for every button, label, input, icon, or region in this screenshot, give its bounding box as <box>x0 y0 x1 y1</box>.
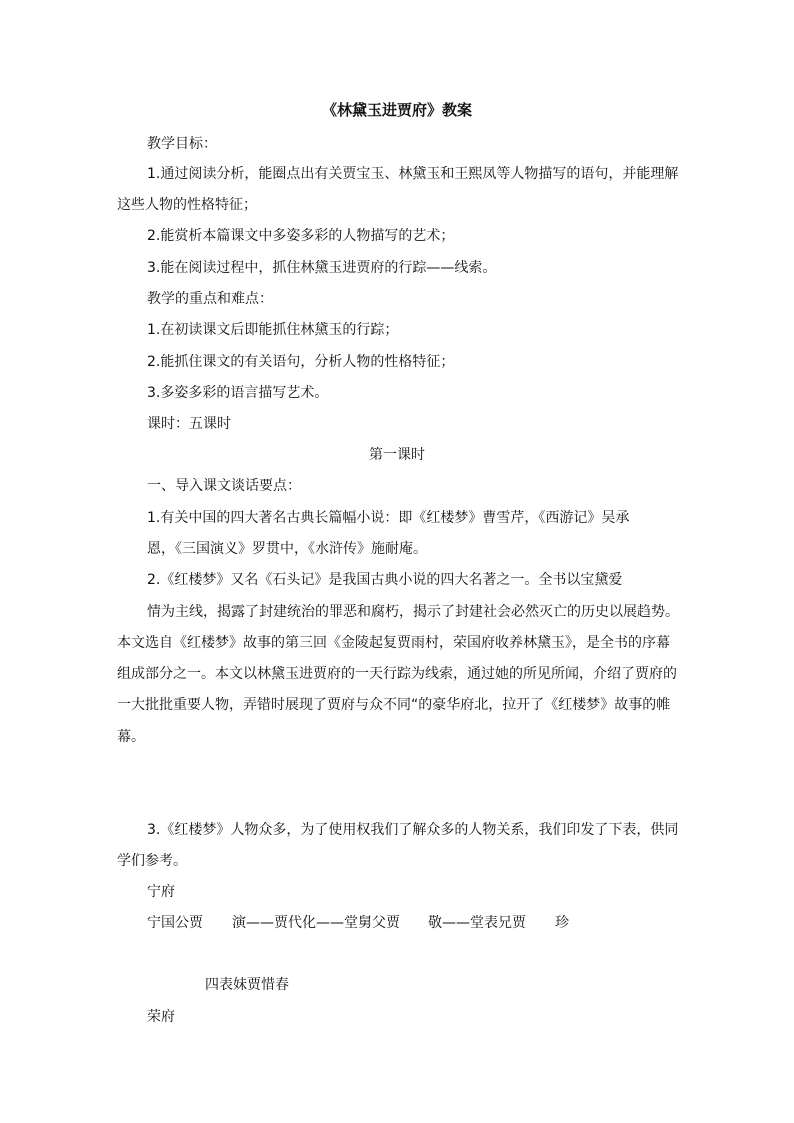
paragraph-line: 3.《红楼梦》人物众多，为了使用权我们了解众多的人物关系，我们印发了下表，供同 <box>147 822 679 838</box>
paragraph-line: 一大批批重要人物，弄错时展现了贾府与众不同“的豪华府北，拉开了《红楼梦》故事的帷 <box>117 697 671 713</box>
keypoint-line: 2.能抓住课文的有关语句，分析人物的性格特征； <box>147 354 455 370</box>
paragraph-line: 学们参考。 <box>117 853 187 869</box>
objective-line: 1.通过阅读分析，能圈点出有关贾宝玉、林黛玉和王熙凤等人物描写的语句，并能理解 <box>147 166 679 182</box>
objective-line: 2.能赏析本篇课文中多姿多彩的人物描写的艺术； <box>147 228 455 244</box>
keypoint-line: 1.在初读课文后即能抓住林黛玉的行踪； <box>147 322 399 338</box>
keypoint-line: 3.多姿多彩的语言描写艺术。 <box>147 385 329 401</box>
paragraph-line: 2.《红楼梦》又名《石头记》是我国古典小说的四大名著之一。全书以宝黛爱 <box>147 572 623 588</box>
genealogy-cell: 珍 <box>555 915 569 931</box>
paragraph-line: 情为主线，揭露了封建统治的罪恶和腐朽，揭示了封建社会必然灭亡的历史以展趋势。 <box>147 604 679 620</box>
rong-label: 荣府 <box>147 1009 175 1025</box>
paragraph-line: 本文选自《红楼梦》故事的第三回《金陵起复贾雨村，荣国府收养林黛玉》，是全书的序幕 <box>117 635 670 651</box>
paragraph-line: 恩，《三国演义》罗贯中，《水浒传》施耐庵。 <box>147 541 427 557</box>
class-hours: 课时：五课时 <box>147 416 231 432</box>
ning-label: 宁府 <box>147 884 175 900</box>
intro-heading: 一、导入课文谈话要点： <box>147 478 301 494</box>
paragraph-line: 1.有关中国的四大著名古典长篇幅小说：即《红楼梦》曹雪芹，《西游记》吴承 <box>147 510 630 526</box>
genealogy-cell: 演——贾代化——堂舅父贾 <box>232 915 400 931</box>
paragraph-line: 组成部分之一。本文以林黛玉进贾府的一天行踪为线索，通过她的所见所闻，介绍了贾府的 <box>117 666 677 682</box>
genealogy-cell: 敬——堂表兄贾 <box>428 915 526 931</box>
page-title: 《林黛玉进贾府》教案 <box>321 101 472 119</box>
objective-line: 这些人物的性格特征； <box>117 197 257 213</box>
keypoints-heading: 教学的重点和难点： <box>147 291 273 307</box>
cousin-entry: 四表妹贾惜春 <box>205 977 289 993</box>
lesson-heading: 第一课时 <box>369 447 425 463</box>
paragraph-line: 幕。 <box>117 729 145 745</box>
objective-line: 3.能在阅读过程中，抓住林黛玉进贾府的行踪——线索。 <box>147 260 497 276</box>
genealogy-cell: 宁国公贾 <box>147 915 203 931</box>
objectives-heading: 教学目标： <box>147 136 217 152</box>
